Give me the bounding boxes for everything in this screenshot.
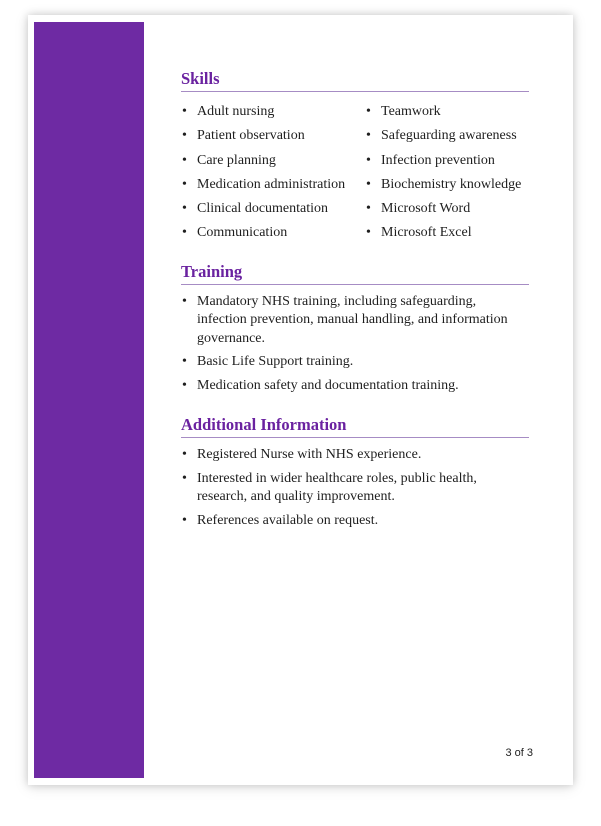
sidebar-accent-bar	[34, 22, 144, 778]
skill-item: • Safeguarding awareness	[365, 124, 529, 148]
list-item: • Medication safety and documentation training.	[181, 377, 529, 396]
list-item: • Basic Life Support training.	[181, 353, 529, 372]
skill-item: • Clinical documentation	[181, 197, 365, 221]
list-item: • Interested in wider healthcare roles, public health, research, and quality improvement.	[181, 470, 529, 507]
list-item: • References available on request.	[181, 512, 529, 531]
skill-item: • Microsoft Excel	[365, 221, 529, 245]
list-item: • Registered Nurse with NHS experience.	[181, 446, 529, 465]
page-content	[181, 69, 529, 535]
skills-section	[181, 69, 529, 246]
training-heading: Training	[181, 262, 529, 285]
skill-item: • Infection prevention	[365, 149, 529, 173]
skills-heading: Skills	[181, 69, 529, 92]
additional-info-section	[181, 415, 529, 530]
list-item: • Mandatory NHS training, including safeguarding, infection prevention, manual handling, and information governance.	[181, 293, 529, 349]
skill-item: • Communication	[181, 221, 365, 245]
additional-info-heading: Additional Information	[181, 415, 529, 438]
skills-list	[181, 100, 529, 246]
skill-item: • Adult nursing	[181, 100, 365, 124]
resume-page	[28, 15, 573, 785]
skill-item: • Patient observation	[181, 124, 365, 148]
skill-item: • Biochemistry knowledge	[365, 173, 529, 197]
skill-item: • Teamwork	[365, 100, 529, 124]
skill-item: • Medication administration	[181, 173, 365, 197]
training-section	[181, 262, 529, 396]
skill-item: • Care planning	[181, 149, 365, 173]
page-number: 3 of 3	[505, 747, 533, 759]
additional-info-list	[181, 446, 529, 530]
training-list	[181, 293, 529, 396]
skill-item: • Microsoft Word	[365, 197, 529, 221]
